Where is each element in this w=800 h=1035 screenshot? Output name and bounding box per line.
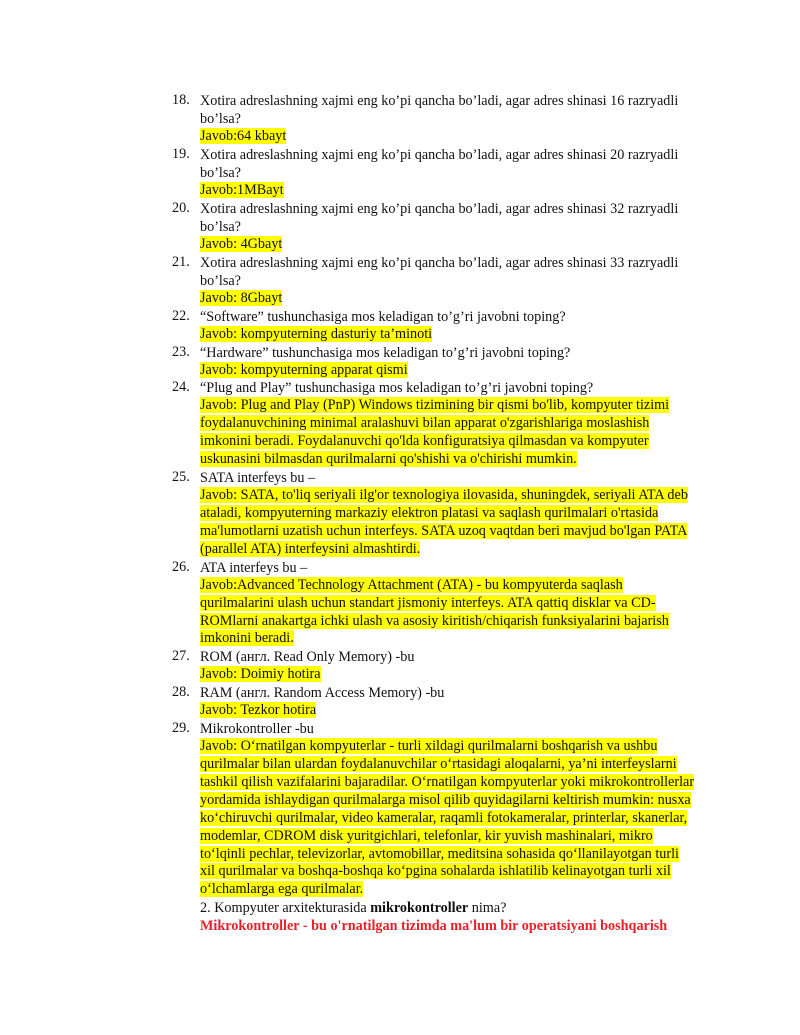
question-text: ATA interfeys bu –	[200, 559, 308, 576]
answer-text: (parallel ATA) interfeysini almashtirdi.	[200, 540, 421, 557]
answer-text: Javob: Tezkor hotira	[200, 702, 317, 719]
answer-text: Javob:64 kbayt	[200, 128, 287, 144]
answer-text: Javob:Advanced Technology Attachment (ATA) - bu kompyuterda saqlash	[200, 576, 623, 593]
answer-text: foydalanuvchining minimal aralashuvi bilan apparat o'zgarishlariga moslashish	[200, 415, 650, 432]
answer-text: Javob: Plug and Play (PnP) Windows tizimining bir qismi bo'lib, kompyuter tizimi	[200, 397, 670, 414]
question-item	[0, 254, 705, 308]
answer-text: to‘lqinli pechlar, televizorlar, avtomobillar, meditsina sohasida qo‘llanilayotgan turli	[200, 845, 679, 862]
question-number: 20.	[172, 199, 190, 216]
extra-question-keyword: mikrokontroller	[370, 900, 469, 917]
answer-text: Javob: kompyuterning dasturiy ta’minoti	[200, 325, 433, 342]
question-item	[0, 684, 705, 720]
question-item	[0, 469, 705, 559]
answer-text: qurilmalarini ulash uchun standart jismoniy interfeys. ATA qattiq disklar va CD-	[200, 594, 656, 611]
question-text: bo’lsa?	[200, 164, 241, 181]
question-number: 29.	[172, 720, 190, 737]
answer-text: Javob: kompyuterning apparat qismi	[200, 361, 408, 378]
question-item	[0, 344, 705, 380]
answer-text: ROMlarni anakartga ichki ulash va asosiy kiritish/chiqarish funksiyalarini bajarish	[200, 612, 669, 629]
question-text: ROM (англ. Read Only Memory) -bu	[200, 649, 415, 666]
question-text: Xotira adreslashning xajmi eng ko’pi qancha bo’ladi, agar adres shinasi 16 razryadli	[200, 93, 679, 109]
question-number: 18.	[172, 92, 190, 108]
question-number: 21.	[172, 253, 190, 270]
question-number: 19.	[172, 145, 190, 162]
extra-question-prefix: 2. Kompyuter arxitekturasida	[200, 900, 371, 917]
question-text: “Plug and Play” tushunchasiga mos keladigan to’g’ri javobni toping?	[200, 380, 594, 397]
question-text: Xotira adreslashning xajmi eng ko’pi qancha bo’ladi, agar adres shinasi 33 razryadli	[200, 254, 679, 271]
question-text: Mikrokontroller -bu	[200, 721, 314, 738]
extra-question	[0, 899, 800, 935]
answer-text: xil qurilmalar va boshqa-boshqa ko‘pgina sohalarda ishlatilib kelinayotgan turli xil	[200, 863, 671, 880]
question-text: RAM (англ. Random Access Memory) -bu	[200, 685, 445, 702]
answer-text: Javob: 4Gbayt	[200, 235, 283, 252]
answer-text: Javob: O‘rnatilgan kompyuterlar - turli xildagi qurilmalarni boshqarish va ushbu	[200, 738, 658, 755]
answer-text: uskunasini bilmasdan qurilmalarni qo'shishi va o'chirishi mumkin.	[200, 451, 577, 468]
answer-text: Javob: SATA, to'liq seriyali ilg'or texnologiya ilovasida, shuningdek, seriyali ATA deb	[200, 487, 688, 504]
question-number: 26.	[172, 558, 190, 575]
question-item	[0, 720, 705, 899]
question-item	[0, 648, 705, 684]
answer-text: qurilmalar bilan ulardan foydalanuvchilar o‘rtasidagi aloqalarni, ya’ni interfeyslarni	[200, 756, 677, 773]
question-number: 27.	[172, 648, 190, 665]
question-text: bo’lsa?	[200, 272, 241, 289]
question-number: 25.	[172, 469, 190, 486]
question-text: “Hardware” tushunchasiga mos keladigan to’g’ri javobni toping?	[200, 344, 571, 361]
question-item	[0, 308, 705, 344]
answer-text: ko‘chiruvchi qurilmalar, video kameralar, raqamli fotokameralar, printerlar, skanerlar,	[200, 809, 688, 826]
question-item	[0, 379, 705, 469]
answer-text: tashkil qilish vazifalarini bajaradilar. O‘rnatilgan kompyuterlar yoki mikrokontrollerlar	[200, 773, 695, 790]
extra-question-text	[200, 899, 800, 917]
answer-text: imkonini beradi.	[200, 630, 294, 647]
question-text: bo’lsa?	[200, 218, 241, 235]
question-item	[0, 92, 705, 146]
question-number: 22.	[172, 307, 190, 324]
question-item	[0, 200, 705, 254]
extra-answer-text: Mikrokontroller - bu o'rnatilgan tizimda ma'lum bir operatsiyani boshqarish	[200, 918, 668, 935]
question-text: Xotira adreslashning xajmi eng ko’pi qancha bo’ladi, agar adres shinasi 32 razryadli	[200, 200, 679, 217]
answer-text: imkonini beradi. Foydalanuvchi qo'lda konfiguratsiya qilmasdan va kompyuter	[200, 433, 649, 450]
question-item	[0, 146, 705, 200]
answer-text: ma'lumotlarni uzatish uchun interfeys. SATA uzoq vaqtdan beri mavjud bo'lgan PATA	[200, 522, 688, 539]
question-list	[0, 92, 800, 935]
question-text: SATA interfeys bu –	[200, 470, 316, 487]
question-number: 28.	[172, 684, 190, 701]
question-number: 23.	[172, 343, 190, 360]
question-text: Xotira adreslashning xajmi eng ko’pi qancha bo’ladi, agar adres shinasi 20 razryadli	[200, 146, 679, 163]
question-text: “Software” tushunchasiga mos keladigan to’g’ri javobni toping?	[200, 308, 566, 325]
answer-text: Javob:1MBayt	[200, 181, 284, 198]
question-item	[0, 559, 705, 649]
answer-text: ataladi, kompyuterning markaziy elektron platasi va saqlash qurilmalari o'rtasida	[200, 504, 659, 521]
answer-text: modemlar, CDROM disk yuritgichlari, telefonlar, kir yuvish mashinalari, mikro	[200, 827, 653, 844]
answer-text: o‘lchamlarga ega qurilmalar.	[200, 881, 364, 898]
answer-text: Javob: 8Gbayt	[200, 289, 283, 306]
question-number: 24.	[172, 379, 190, 396]
extra-question-suffix: nima?	[468, 900, 507, 917]
answer-text: yordamida ishlaydigan qurilmalarga misol qilib quyidagilarni keltirish mumkin: nusxa	[200, 791, 691, 808]
question-text: bo’lsa?	[200, 111, 241, 127]
answer-text: Javob: Doimiy hotira	[200, 666, 321, 683]
